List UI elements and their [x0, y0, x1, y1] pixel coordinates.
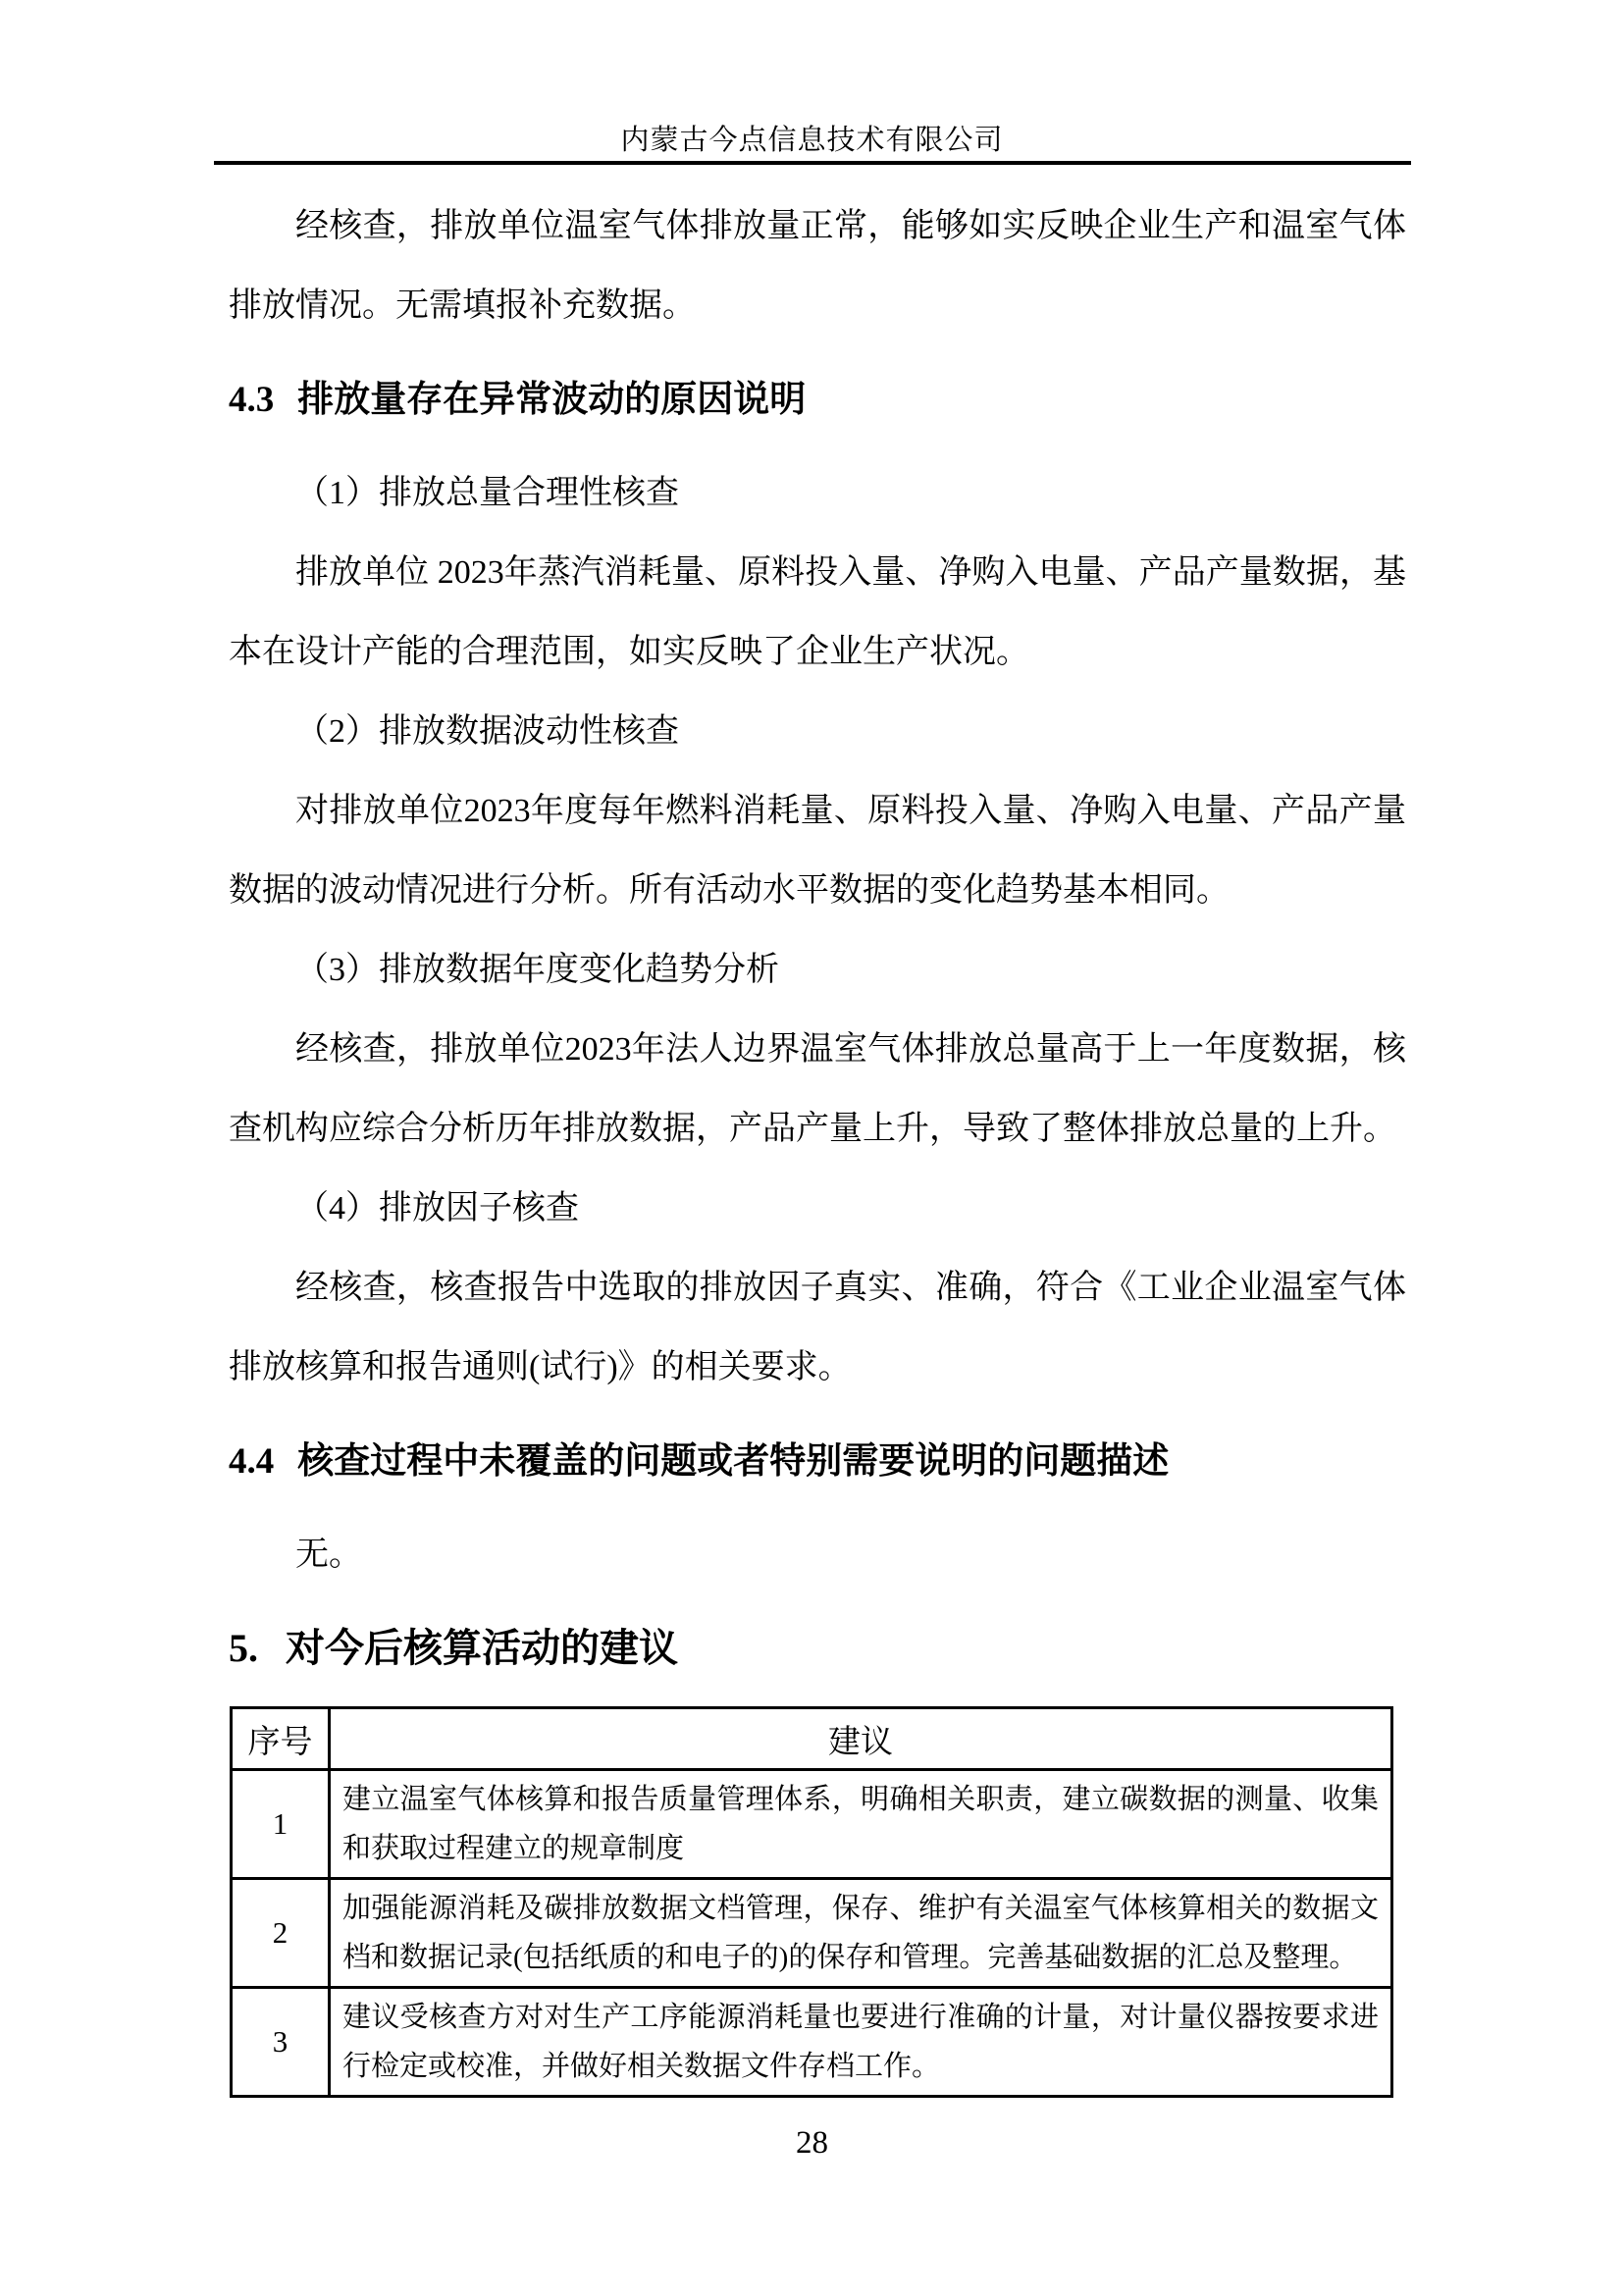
- list-item-3-title: （3）排放数据年度变化趋势分析: [295, 952, 779, 988]
- row-suggestion: 加强能源消耗及碳排放数据文档管理，保存、维护有关温室气体核算相关的数据文档和数据记录(包括纸质的和电子的)的保存和管理。完善基础数据的汇总及整理。: [330, 1879, 1392, 1988]
- section-number: 5.: [229, 1626, 258, 1670]
- document-header: [0, 118, 1624, 158]
- row-suggestion: 建立温室气体核算和报告质量管理体系，明确相关职责，建立碳数据的测量、收集和获取过程建立的规章制度: [330, 1770, 1392, 1879]
- row-suggestion: 建议受核查方对对生产工序能源消耗量也要进行准确的计量，对计量仪器按要求进行检定或校准，并做好相关数据文件存档工作。: [330, 1988, 1392, 2097]
- list-item-2-title: （2）排放数据波动性核查: [295, 713, 679, 750]
- suggestions-table: [230, 1706, 1393, 2098]
- page-number: 28: [796, 2125, 828, 2161]
- list-item-1-title: （1）排放总量合理性核查: [295, 475, 679, 511]
- section-heading-4-4: [229, 1421, 1406, 1501]
- section-number: 4.3: [229, 380, 275, 420]
- list-item-3-body: 经核查，排放单位2023年法人边界温室气体排放总量高于上一年度数据，核查机构应综合分析历年排放数据，产品产量上升，导致了整体排放总量的上升。: [229, 1031, 1406, 1147]
- table-row: [232, 1770, 1392, 1879]
- none-paragraph: 无。: [295, 1537, 362, 1573]
- list-item-2-body: 对排放单位2023年度每年燃料消耗量、原料投入量、净购入电量、产品产量数据的波动情况进行分析。所有活动水平数据的变化趋势基本相同。: [229, 793, 1406, 909]
- list-item-1-body: 排放单位 2023年蒸汽消耗量、原料投入量、净购入电量、产品产量数据，基本在设计产能的合理范围，如实反映了企业生产状况。: [229, 554, 1406, 670]
- row-number: 1: [232, 1770, 330, 1879]
- section-title: 对今后核算活动的建议: [286, 1627, 678, 1670]
- section-number: 4.4: [229, 1441, 275, 1482]
- table-row: [232, 1879, 1392, 1988]
- table-header-suggestion: 建议: [330, 1708, 1392, 1770]
- header-rule: [214, 161, 1411, 165]
- section-heading-5: [229, 1608, 1406, 1689]
- table-header-no: 序号: [232, 1708, 330, 1770]
- intro-paragraph: 经核查，排放单位温室气体排放量正常，能够如实反映企业生产和温室气体排放情况。无需填报补充数据。: [229, 208, 1406, 324]
- section-title: 排放量存在异常波动的原因说明: [297, 379, 807, 419]
- row-number: 2: [232, 1879, 330, 1988]
- document-body: [229, 186, 1406, 2098]
- list-item-4-title: （4）排放因子核查: [295, 1190, 579, 1226]
- table-header-row: [232, 1708, 1392, 1770]
- section-title: 核查过程中未覆盖的问题或者特别需要说明的问题描述: [297, 1440, 1170, 1481]
- list-item-4-body: 经核查，核查报告中选取的排放因子真实、准确，符合《工业企业温室气体排放核算和报告通则(试行)》的相关要求。: [229, 1270, 1406, 1385]
- company-name: 内蒙古今点信息技术有限公司: [620, 125, 1004, 156]
- table-row: [232, 1988, 1392, 2097]
- section-heading-4-3: [229, 359, 1406, 440]
- row-number: 3: [232, 1988, 330, 2097]
